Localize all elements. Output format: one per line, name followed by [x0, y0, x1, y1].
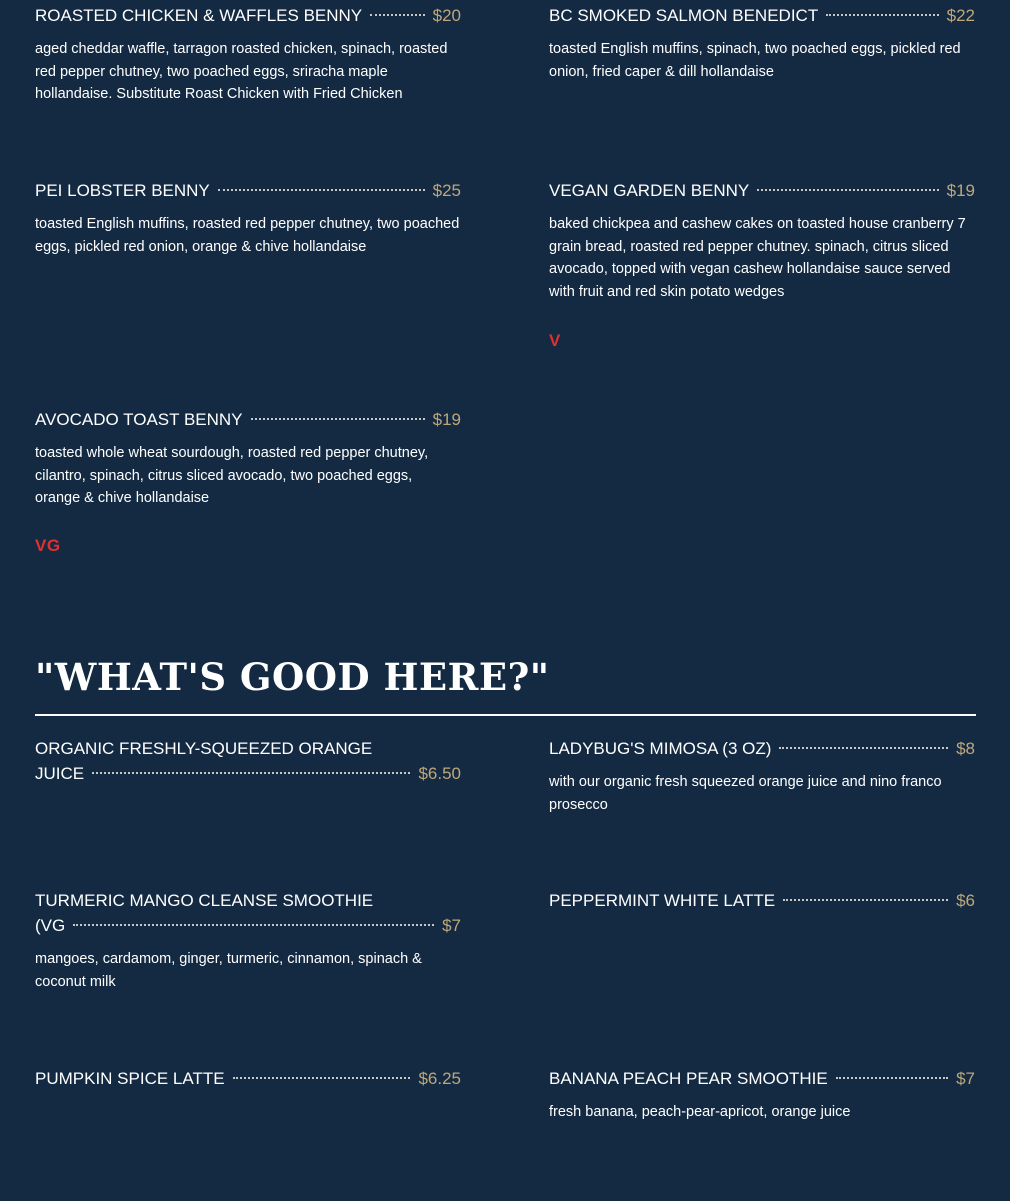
- dot-leader: [92, 772, 410, 774]
- menu-item: [35, 888, 461, 993]
- item-description: toasted whole wheat sourdough, roasted red pepper chutney, cilantro, spinach, citrus sliced avocado, two poached eggs, orange & chive hollandaise: [35, 445, 429, 506]
- vegan-badge: V: [549, 331, 561, 350]
- item-description: mangoes, cardamom, ginger, turmeric, cinnamon, spinach & coconut milk: [35, 951, 422, 990]
- item-name: ROASTED CHICKEN & WAFFLES BENNY: [35, 6, 363, 25]
- item-price: $22: [946, 6, 975, 25]
- menu-item: [549, 1066, 975, 1124]
- item-description: toasted English muffins, roasted red pepper chutney, two poached eggs, pickled red onion, orange & chive hollandaise: [35, 216, 460, 255]
- dot-leader: [370, 14, 424, 16]
- dot-leader: [251, 418, 425, 420]
- menu-item: [549, 888, 975, 913]
- section-divider: [35, 714, 976, 716]
- dot-leader: [836, 1077, 948, 1079]
- item-price: $20: [432, 6, 461, 25]
- item-name: PEI LOBSTER BENNY: [35, 181, 210, 200]
- vegan-gluten-free-badge: VG: [35, 536, 61, 555]
- item-name: TURMERIC MANGO CLEANSE SMOOTHIE: [35, 891, 374, 910]
- dot-leader: [757, 189, 938, 191]
- item-name: VEGAN GARDEN BENNY: [549, 181, 750, 200]
- item-price: $8: [956, 739, 975, 758]
- item-name: BANANA PEACH PEAR SMOOTHIE: [549, 1069, 828, 1088]
- item-price: $6: [956, 891, 975, 910]
- item-name: PUMPKIN SPICE LATTE: [35, 1069, 225, 1088]
- item-price: $6.25: [418, 1069, 461, 1088]
- menu-item: [549, 3, 975, 83]
- dot-leader: [218, 189, 425, 191]
- item-name: BC SMOKED SALMON BENEDICT: [549, 6, 819, 25]
- menu-item: [35, 178, 461, 258]
- menu-item: [35, 736, 461, 786]
- item-description: baked chickpea and cashew cakes on toasted house cranberry 7 grain bread, roasted red pepper chutney. spinach, citrus sliced avocado, topped with vegan cashew hollandaise sauce served with fruit and red skin potato wedges: [549, 216, 966, 300]
- item-price: $7: [956, 1069, 975, 1088]
- section-title: "WHAT'S GOOD HERE?": [35, 655, 550, 699]
- item-name: LADYBUG'S MIMOSA (3 OZ): [549, 739, 772, 758]
- menu-item: [549, 178, 975, 303]
- item-description: with our organic fresh squeezed orange juice and nino franco prosecco: [549, 774, 942, 813]
- item-price: $19: [946, 181, 975, 200]
- dot-leader: [783, 899, 948, 901]
- item-price: $7: [442, 916, 461, 935]
- menu-item: [35, 1066, 461, 1091]
- item-name: ORGANIC FRESHLY-SQUEEZED ORANGE: [35, 739, 373, 758]
- item-name: AVOCADO TOAST BENNY: [35, 410, 243, 429]
- item-price: $6.50: [418, 764, 461, 783]
- dot-leader: [826, 14, 938, 16]
- dot-leader: [233, 1077, 411, 1079]
- menu-item: [549, 736, 975, 816]
- dot-leader: [73, 924, 434, 926]
- menu-item: [35, 3, 461, 106]
- item-description: aged cheddar waffle, tarragon roasted chicken, spinach, roasted red pepper chutney, two poached eggs, sriracha maple hollandaise. Substitute Roast Chicken with Fried Chicken: [35, 41, 448, 102]
- menu-item: [35, 407, 461, 510]
- dot-leader: [779, 747, 948, 749]
- item-name: PEPPERMINT WHITE LATTE: [549, 891, 776, 910]
- item-description: fresh banana, peach-pear-apricot, orange juice: [549, 1104, 851, 1120]
- item-name-cont: (VG: [35, 916, 66, 935]
- item-name-cont: JUICE: [35, 764, 85, 783]
- item-description: toasted English muffins, spinach, two poached eggs, pickled red onion, fried caper & dill hollandaise: [549, 41, 961, 80]
- item-price: $19: [432, 410, 461, 429]
- item-price: $25: [432, 181, 461, 200]
